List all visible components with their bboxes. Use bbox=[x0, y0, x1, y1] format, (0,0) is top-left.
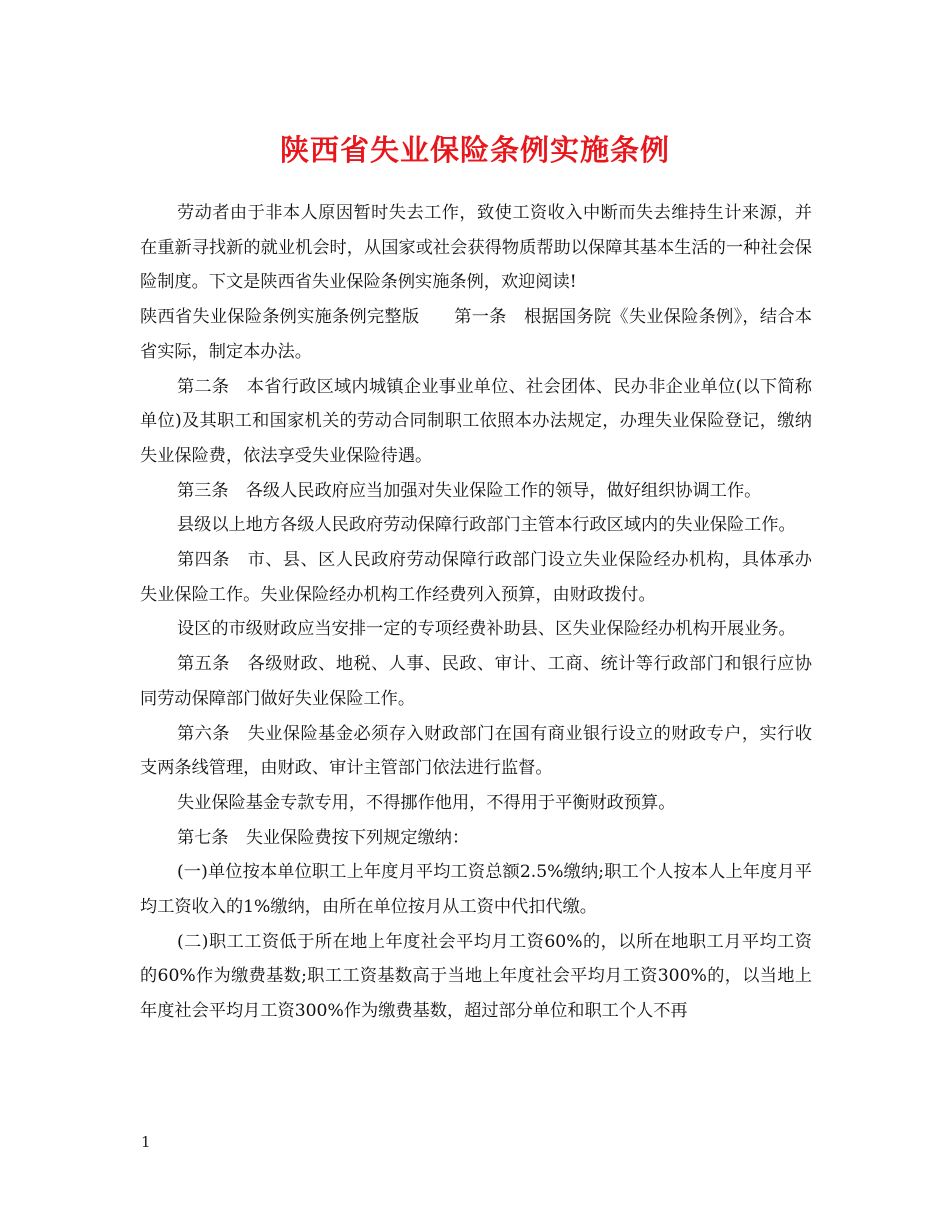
paragraph-article-3: 第三条 各级人民政府应当加强对失业保险工作的领导，做好组织协调工作。 bbox=[176, 480, 762, 501]
paragraph-article-7-item-1: (一)单位按本单位职工上年度月平均工资总额2.5%缴纳;职工个人按本人上年度月平均工资收入的1%缴纳，由所在单位按月从工资中代扣代缴。 bbox=[140, 862, 812, 918]
paragraph-article-6-sub: 失业保险基金专款专用，不得挪作他用，不得用于平衡财政预算。 bbox=[176, 792, 676, 813]
paragraph-article-7-item-2: (二)职工工资低于所在地上年度社会平均月工资60%的，以所在地职工月平均工资的60%作为缴费基数;职工工资基数高于当地上年度社会平均月工资300%的，以当地上年度社会平均月工资300%作为缴费基数，超过部分单位和职工个人不再 bbox=[140, 931, 812, 1022]
paragraph-article-1: 陕西省失业保险条例实施条例完整版 第一条 根据国务院《失业保险条例》，结合本省实际，制定本办法。 bbox=[140, 307, 812, 362]
paragraph-article-4-sub: 设区的市级财政应当安排一定的专项经费补助县、区失业保险经办机构开展业务。 bbox=[176, 619, 796, 640]
paragraph-article-5: 第五条 各级财政、地税、人事、民政、审计、工商、统计等行政部门和银行应协同劳动保障部门做好失业保险工作。 bbox=[140, 654, 812, 709]
paragraph-article-7: 第七条 失业保险费按下列规定缴纳： bbox=[176, 827, 470, 848]
document-body bbox=[140, 196, 812, 1029]
paragraph-article-6: 第六条 失业保险基金必须存入财政部门在国有商业银行设立的财政专户，实行收支两条线管理，由财政、审计主管部门依法进行监督。 bbox=[140, 723, 812, 779]
paragraph-article-3-sub: 县级以上地方各级人民政府劳动保障行政部门主管本行政区域内的失业保险工作。 bbox=[176, 515, 796, 536]
page-number: 1 bbox=[141, 1133, 151, 1151]
paragraph-intro: 劳动者由于非本人原因暂时失去工作，致使工资收入中断而失去维持生计来源，并在重新寻找新的就业机会时，从国家或社会获得物质帮助以保障其基本生活的一种社会保险制度。下文是陕西省失业保险条例实施条例，欢迎阅读! bbox=[140, 203, 812, 293]
paragraph-article-4: 第四条 市、县、区人民政府劳动保障行政部门设立失业保险经办机构，具体承办失业保险工作。失业保险经办机构工作经费列入预算，由财政拨付。 bbox=[140, 550, 812, 605]
paragraph-article-2: 第二条 本省行政区域内城镇企业事业单位、社会团体、民办非企业单位(以下简称单位)及其职工和国家机关的劳动合同制职工依照本办法规定，办理失业保险登记，缴纳失业保险费，依法享受失业保险待遇。 bbox=[140, 376, 812, 466]
document-title: 陕西省失业保险条例实施条例 bbox=[279, 133, 670, 167]
